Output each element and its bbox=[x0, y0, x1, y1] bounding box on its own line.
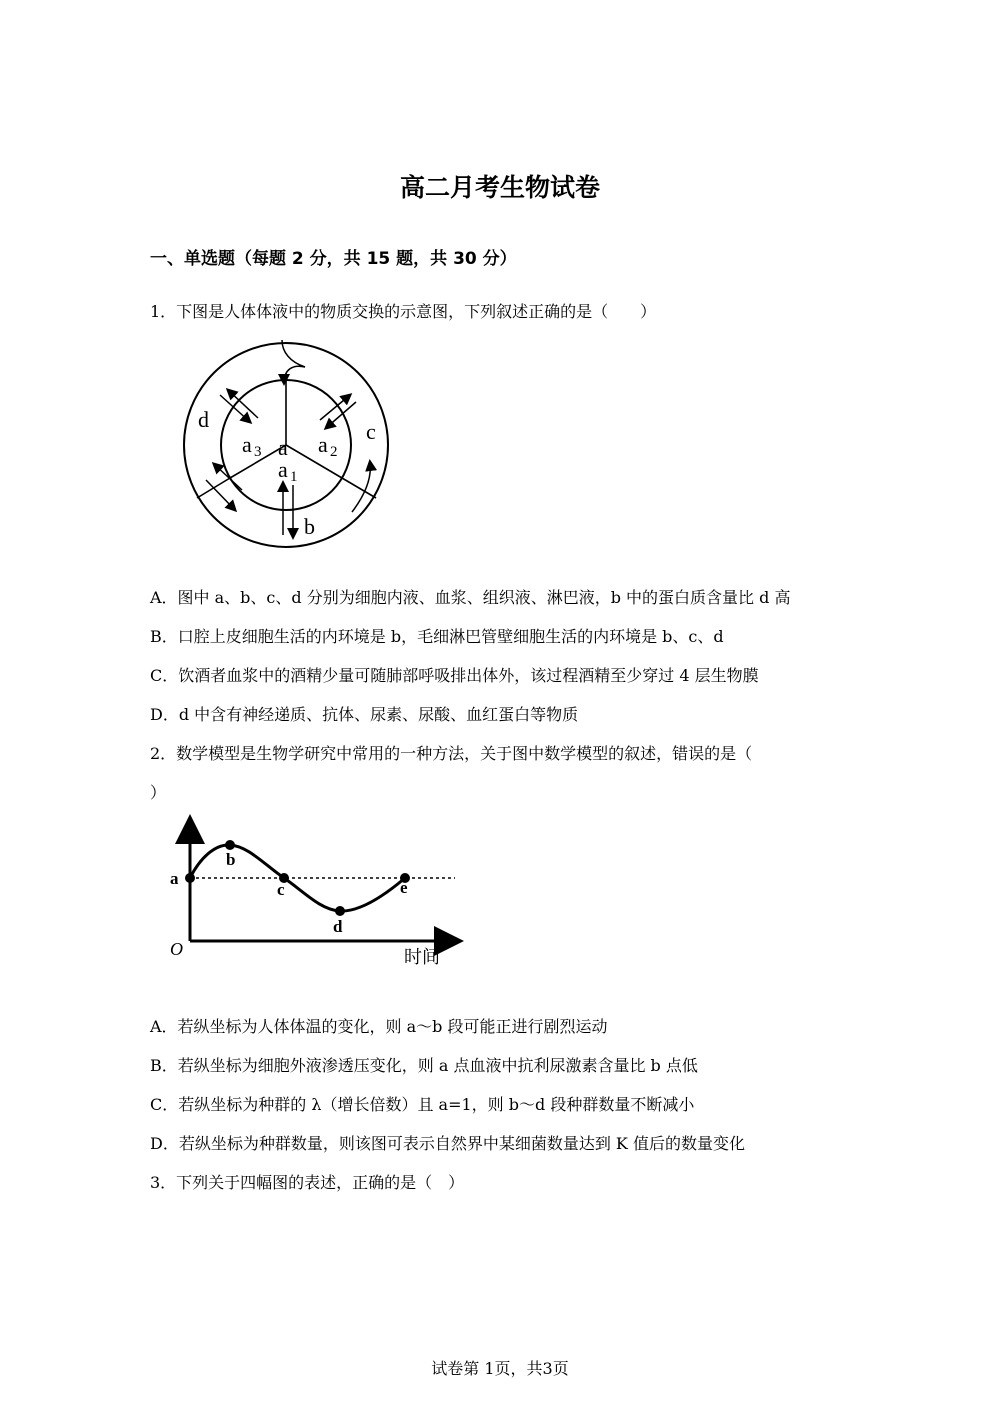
question-2-stem-line-1: 2．数学模型是生物学研究中常用的一种方法，关于图中数学模型的叙述，错误的是（ bbox=[150, 744, 753, 763]
arrow-ur-in bbox=[326, 402, 356, 428]
arrow-ll-out bbox=[214, 464, 242, 490]
graph-label-a: a bbox=[170, 869, 179, 888]
math-model-graph bbox=[160, 810, 465, 970]
graph-label-origin: O bbox=[170, 939, 183, 959]
point-b bbox=[225, 840, 235, 850]
x-axis-label: 时间 bbox=[404, 947, 440, 968]
section-heading: 一、单选题（每题 2 分，共 15 题，共 30 分） bbox=[150, 249, 517, 269]
page-title: 高二月考生物试卷 bbox=[399, 173, 600, 202]
graph-label-c: c bbox=[277, 880, 285, 899]
question-2-option-a: A．若纵坐标为人体体温的变化，则 a～b 段可能正进行剧烈运动 bbox=[150, 1017, 608, 1036]
page-footer: 试卷第 1页，共3页 bbox=[431, 1359, 569, 1378]
label-a1: a bbox=[278, 457, 288, 482]
label-b: b bbox=[304, 514, 315, 539]
label-a2-sub: 2 bbox=[330, 444, 338, 460]
question-1-stem: 1．下图是人体体液中的物质交换的示意图，下列叙述正确的是（ ） bbox=[150, 302, 657, 321]
graph-label-b: b bbox=[226, 850, 236, 869]
label-a2: a bbox=[318, 432, 328, 457]
question-2-stem-line-2: ） bbox=[150, 783, 167, 802]
label-d: d bbox=[198, 407, 209, 432]
question-2-option-c: C．若纵坐标为种群的 λ（增长倍数）且 a=1，则 b～d 段种群数量不断减小 bbox=[150, 1095, 695, 1114]
body-fluid-exchange-diagram bbox=[180, 340, 395, 555]
question-1-option-d: D．d 中含有神经递质、抗体、尿素、尿酸、血红蛋白等物质 bbox=[150, 705, 579, 724]
point-d bbox=[335, 906, 345, 916]
graph-label-e: e bbox=[400, 878, 408, 897]
label-a3: a bbox=[242, 432, 252, 457]
question-2-option-b: B．若纵坐标为细胞外液渗透压变化，则 a 点血液中抗利尿激素含量比 b 点低 bbox=[150, 1056, 698, 1075]
arrow-ul-out bbox=[228, 390, 258, 418]
question-1-option-b: B．口腔上皮细胞生活的内环境是 b，毛细淋巴管壁细胞生活的内环境是 b、c、d bbox=[150, 627, 724, 646]
graph-label-d: d bbox=[333, 917, 343, 936]
question-1-option-a: A．图中 a、b、c、d 分别为细胞内液、血浆、组织液、淋巴液，b 中的蛋白质含量比 d 高 bbox=[150, 588, 791, 607]
label-a1-sub: 1 bbox=[290, 469, 298, 485]
question-1-option-c: C．饮酒者血浆中的酒精少量可随肺部呼吸排出体外，该过程酒精至少穿过 4 层生物膜 bbox=[150, 666, 759, 685]
label-c: c bbox=[366, 419, 376, 444]
question-3-stem: 3．下列关于四幅图的表述，正确的是（ ） bbox=[150, 1173, 465, 1192]
question-2-option-d: D．若纵坐标为种群数量，则该图可表示自然界中某细菌数量达到 K 值后的数量变化 bbox=[150, 1134, 745, 1153]
label-a3-sub: 3 bbox=[254, 444, 262, 460]
arrow-ul-in bbox=[220, 395, 250, 422]
label-a: a bbox=[278, 435, 288, 460]
arrow-ur-out bbox=[320, 395, 350, 420]
arrow-right bbox=[352, 462, 370, 512]
point-a bbox=[185, 873, 195, 883]
